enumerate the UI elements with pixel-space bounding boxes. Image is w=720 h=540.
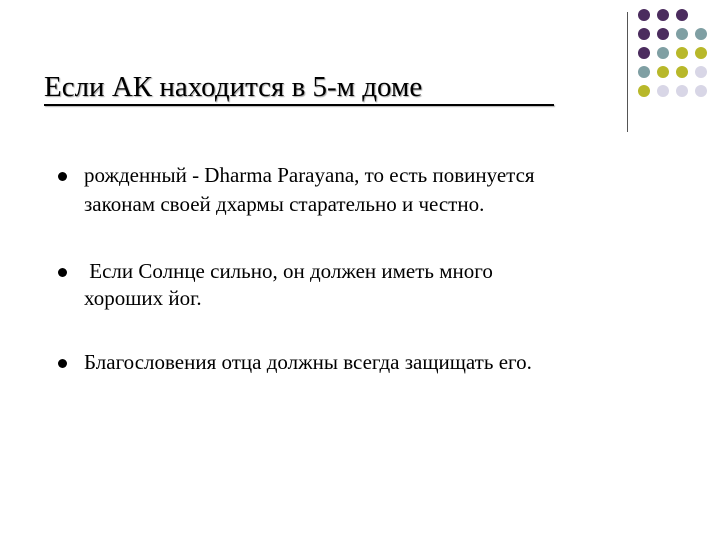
bullet-dot-icon [58, 172, 67, 181]
decor-dot [657, 28, 669, 40]
decor-dot [638, 9, 650, 21]
decor-dot [695, 85, 707, 97]
bullet-text-line: законам своей дхармы старательно и честно. [84, 192, 485, 216]
decor-dot [695, 28, 707, 40]
decor-dot [695, 47, 707, 59]
bullet-dot-icon [58, 268, 67, 277]
decor-dot [657, 47, 669, 59]
decor-dot [638, 28, 650, 40]
bullet-text-line: Благословения отца должны всегда защищать его. [84, 350, 532, 374]
decor-dot [676, 85, 688, 97]
decor-dot [657, 85, 669, 97]
decor-dot [676, 47, 688, 59]
decor-dot [676, 66, 688, 78]
decor-dot [657, 66, 669, 78]
bullet-text-line: Если Солнце сильно, он должен иметь много [84, 259, 493, 283]
slide-title: Если АК находится в 5-м доме [44, 71, 423, 103]
decor-dot [676, 9, 688, 21]
decor-dot-grid [638, 9, 718, 119]
decor-dot [657, 9, 669, 21]
decor-dot [638, 47, 650, 59]
bullet-text-line: рожденный - Dharma Parayana, то есть повинуется [84, 163, 535, 187]
decor-dot [676, 28, 688, 40]
decor-dot [695, 66, 707, 78]
decor-dot [638, 66, 650, 78]
decor-dot [638, 85, 650, 97]
bullet-dot-icon [58, 359, 67, 368]
decor-vertical-rule [627, 12, 628, 132]
title-underline [44, 104, 554, 106]
bullet-text-line: хороших йог. [84, 286, 202, 310]
